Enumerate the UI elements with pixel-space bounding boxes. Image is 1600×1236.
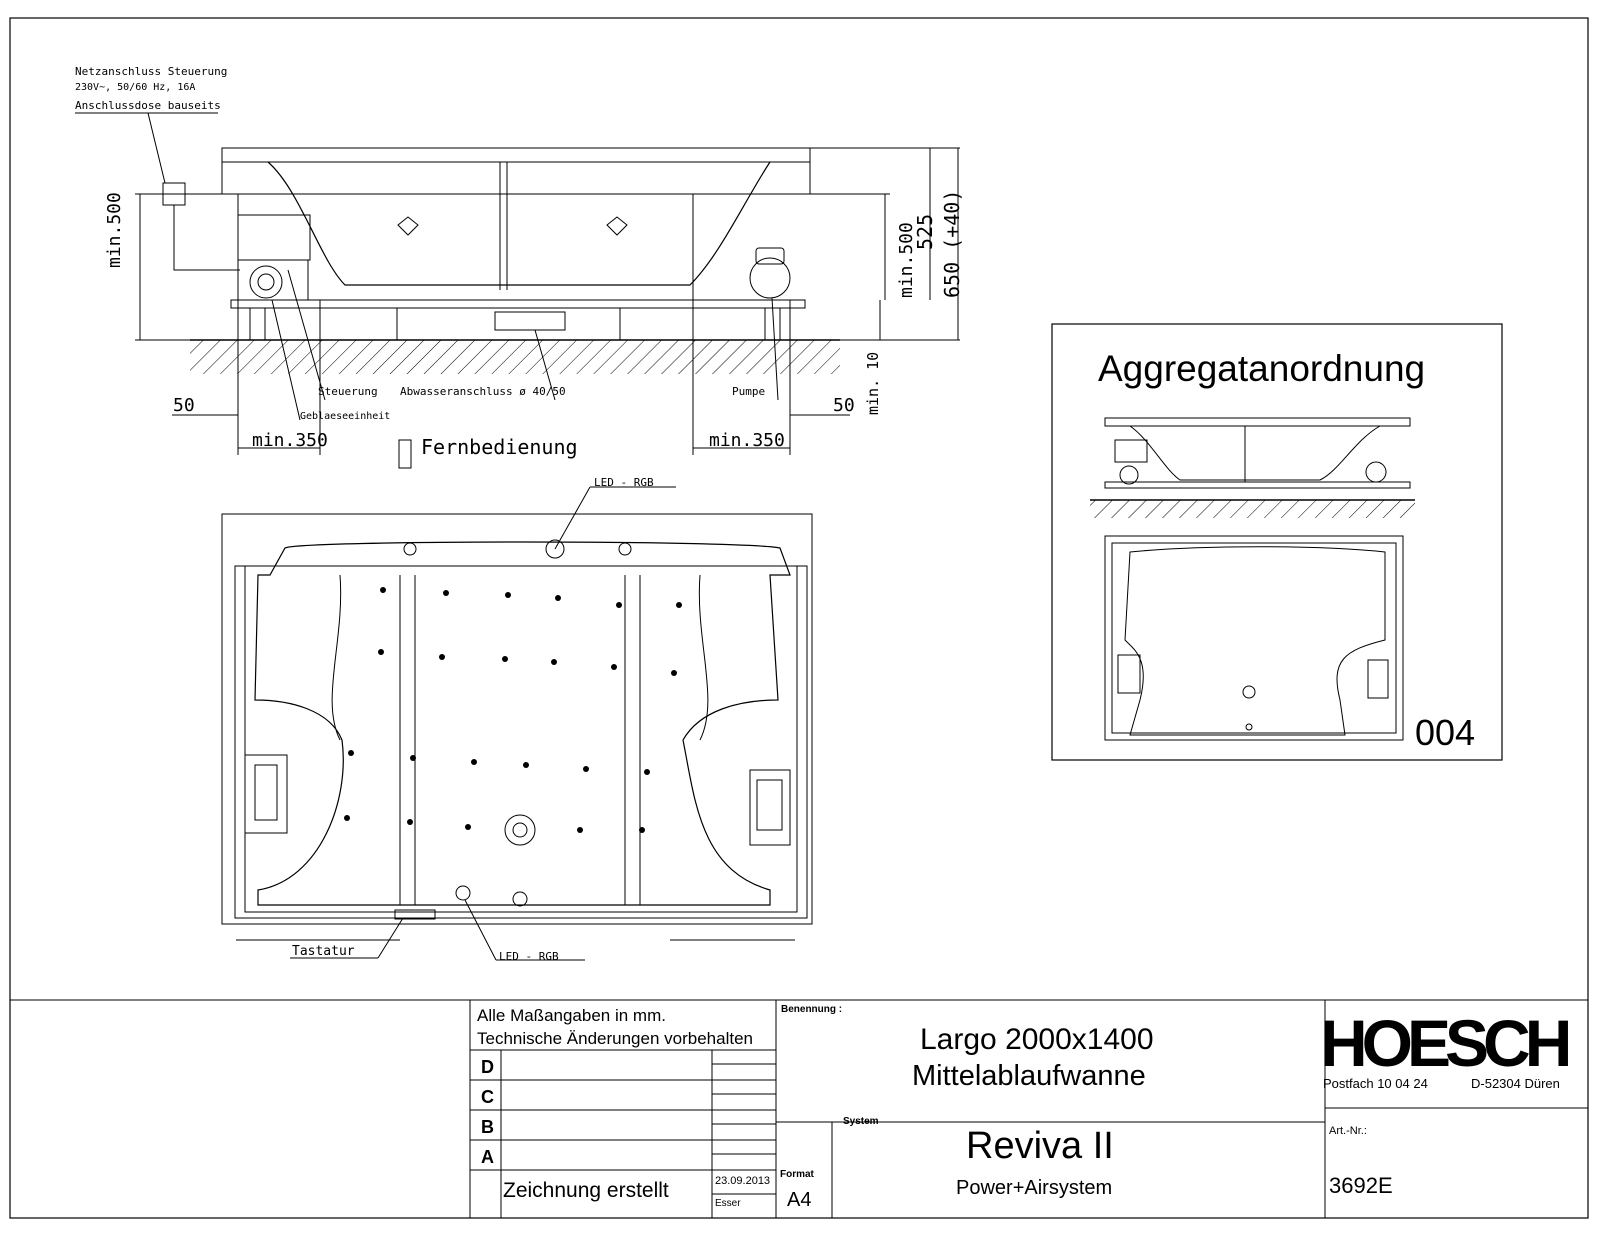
tb-format-label: Format <box>780 1169 814 1180</box>
tb-note-2: Technische Änderungen vorbehalten <box>477 1029 753 1048</box>
dim-min350-left: min.350 <box>252 430 328 451</box>
led-bottom <box>456 886 470 900</box>
tb-name-2: Mittelablaufwanne <box>912 1060 1146 1092</box>
label-geblaeseeinheit: Geblaeseeinheit <box>300 411 391 422</box>
dim-min500-left: min.500 <box>104 192 125 268</box>
rev-a: A <box>481 1147 494 1167</box>
note-power-3: Anschlussdose bauseits <box>75 99 221 112</box>
tb-created-label: Zeichnung erstellt <box>503 1179 669 1202</box>
tb-name-1: Largo 2000x1400 <box>920 1023 1154 1056</box>
dim-min10: min. 10 <box>864 351 882 415</box>
dim-650: 650 (+40) <box>940 189 964 298</box>
rev-d: D <box>481 1057 494 1077</box>
dim-min350-right: min.350 <box>709 430 785 451</box>
label-led-bottom: LED - RGB <box>499 950 559 963</box>
tb-system-sub: Power+Airsystem <box>956 1177 1113 1199</box>
tb-author: Esser <box>715 1198 741 1209</box>
tb-date: 23.09.2013 <box>715 1175 771 1187</box>
drain <box>505 815 535 845</box>
tb-art-label: Art.-Nr.: <box>1329 1125 1367 1137</box>
tb-address-left: Postfach 10 04 24 <box>1323 1076 1428 1091</box>
fernbedienung-symbol <box>399 440 411 468</box>
tb-note-1: Alle Maßangaben in mm. <box>477 1006 666 1025</box>
tb-format-value: A4 <box>787 1189 812 1211</box>
tb-address-right: D-52304 Düren <box>1471 1076 1560 1091</box>
note-power-2: 230V~, 50/60 Hz, 16A <box>75 82 196 93</box>
dim-50-right: 50 <box>833 395 855 416</box>
brand-logo: HOESCH <box>1320 1006 1567 1080</box>
label-steuerung: Steuerung <box>318 385 378 398</box>
inset-frame <box>1052 324 1502 760</box>
tb-system-name: Reviva II <box>966 1125 1114 1167</box>
side-view <box>75 113 964 468</box>
label-pumpe: Pumpe <box>732 385 766 398</box>
rev-b: B <box>481 1117 494 1137</box>
label-abwasseranschluss: Abwasseranschluss ø 40/50 <box>400 385 566 398</box>
tb-system-label: System <box>843 1116 879 1127</box>
floor-hatch <box>190 340 840 374</box>
inset-title: Aggregatanordnung <box>1098 348 1426 389</box>
note-power-1: Netzanschluss Steuerung <box>75 65 228 78</box>
top-view <box>222 487 812 963</box>
dim-min500-right: min.500 <box>896 222 917 298</box>
tb-benennung-label: Benennung : <box>781 1004 843 1015</box>
label-tastatur: Tastatur <box>292 944 355 959</box>
tb-art-value: 3692E <box>1329 1173 1393 1198</box>
dim-50-left: 50 <box>173 395 195 416</box>
dim-525: 525 <box>913 213 937 250</box>
inset-code: 004 <box>1415 712 1476 753</box>
label-led-top: LED - RGB <box>594 476 654 489</box>
rev-c: C <box>481 1087 494 1107</box>
label-fernbedienung: Fernbedienung <box>421 435 578 459</box>
blower-unit <box>250 266 282 298</box>
